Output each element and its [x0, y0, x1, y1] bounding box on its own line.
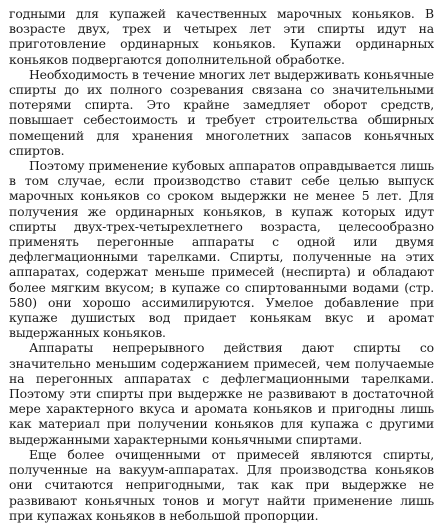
- paragraph-continuation: годными для купажей качественных марочных коньяков. В возрасте двух, трех и четырех лет эти спирты идут на приготовление ординарных коньяков. Купажи ординарных коньяков подвергаются дополнительной обработке.: [9, 6, 434, 67]
- paragraph-vacuum-stills: Еще более очищенными от примесей являются спирты, полученные на вакуум-аппаратах. Для производства коньяков они считаются непригодными, так как при выдержке не развивают коньячных тонов и могут найти применение лишь при купажах коньяков в небольшой пропорции.: [9, 446, 434, 523]
- paragraph-pot-stills: Поэтому применение кубовых аппаратов оправдывается лишь в том случае, если производство ставит себе целью выпуск марочных коньяков со сроком выдержки не менее 5 лет. Для получения же ординарных коньяков, в купаж которых идут спирты двух-трех-четырехлетнего возраста, целесообразно применять перегонные аппараты с одной или двумя дефлегмационными тарелками. Спирты, полученные на этих аппаратах, содержат меньше примесей (неспирта) и обладают более мягким вкусом; в купаже со спиртованными водами (стр. 580) они хорошо ассимилируются. Умелое добавление при купаже душистых вод придает коньякам вкус и аромат выдержанных коньяков.: [9, 158, 434, 341]
- paragraph-aging-losses: Необходимость в течение многих лет выдерживать коньячные спирты до их полного созревания связана со значительными потерями спирта. Это крайне замедляет оборот средств, повышает себестоимость и требует строительства обширных помещений для хранения многолетних запасов коньячных спиртов.: [9, 66, 434, 158]
- paragraph-continuous-stills: Аппараты непрерывного действия дают спирты со значительно меньшим содержанием примесей, чем получаемые на перегонных аппаратах с дефлегмационными тарелками. Поэтому эти спирты при выдержке не развивают в достаточной мере характерного вкуса и аромата коньяков и пригодны лишь как материал при получении коньяков для купажа с другими выдержанными характерными коньячными спиртами.: [9, 340, 434, 447]
